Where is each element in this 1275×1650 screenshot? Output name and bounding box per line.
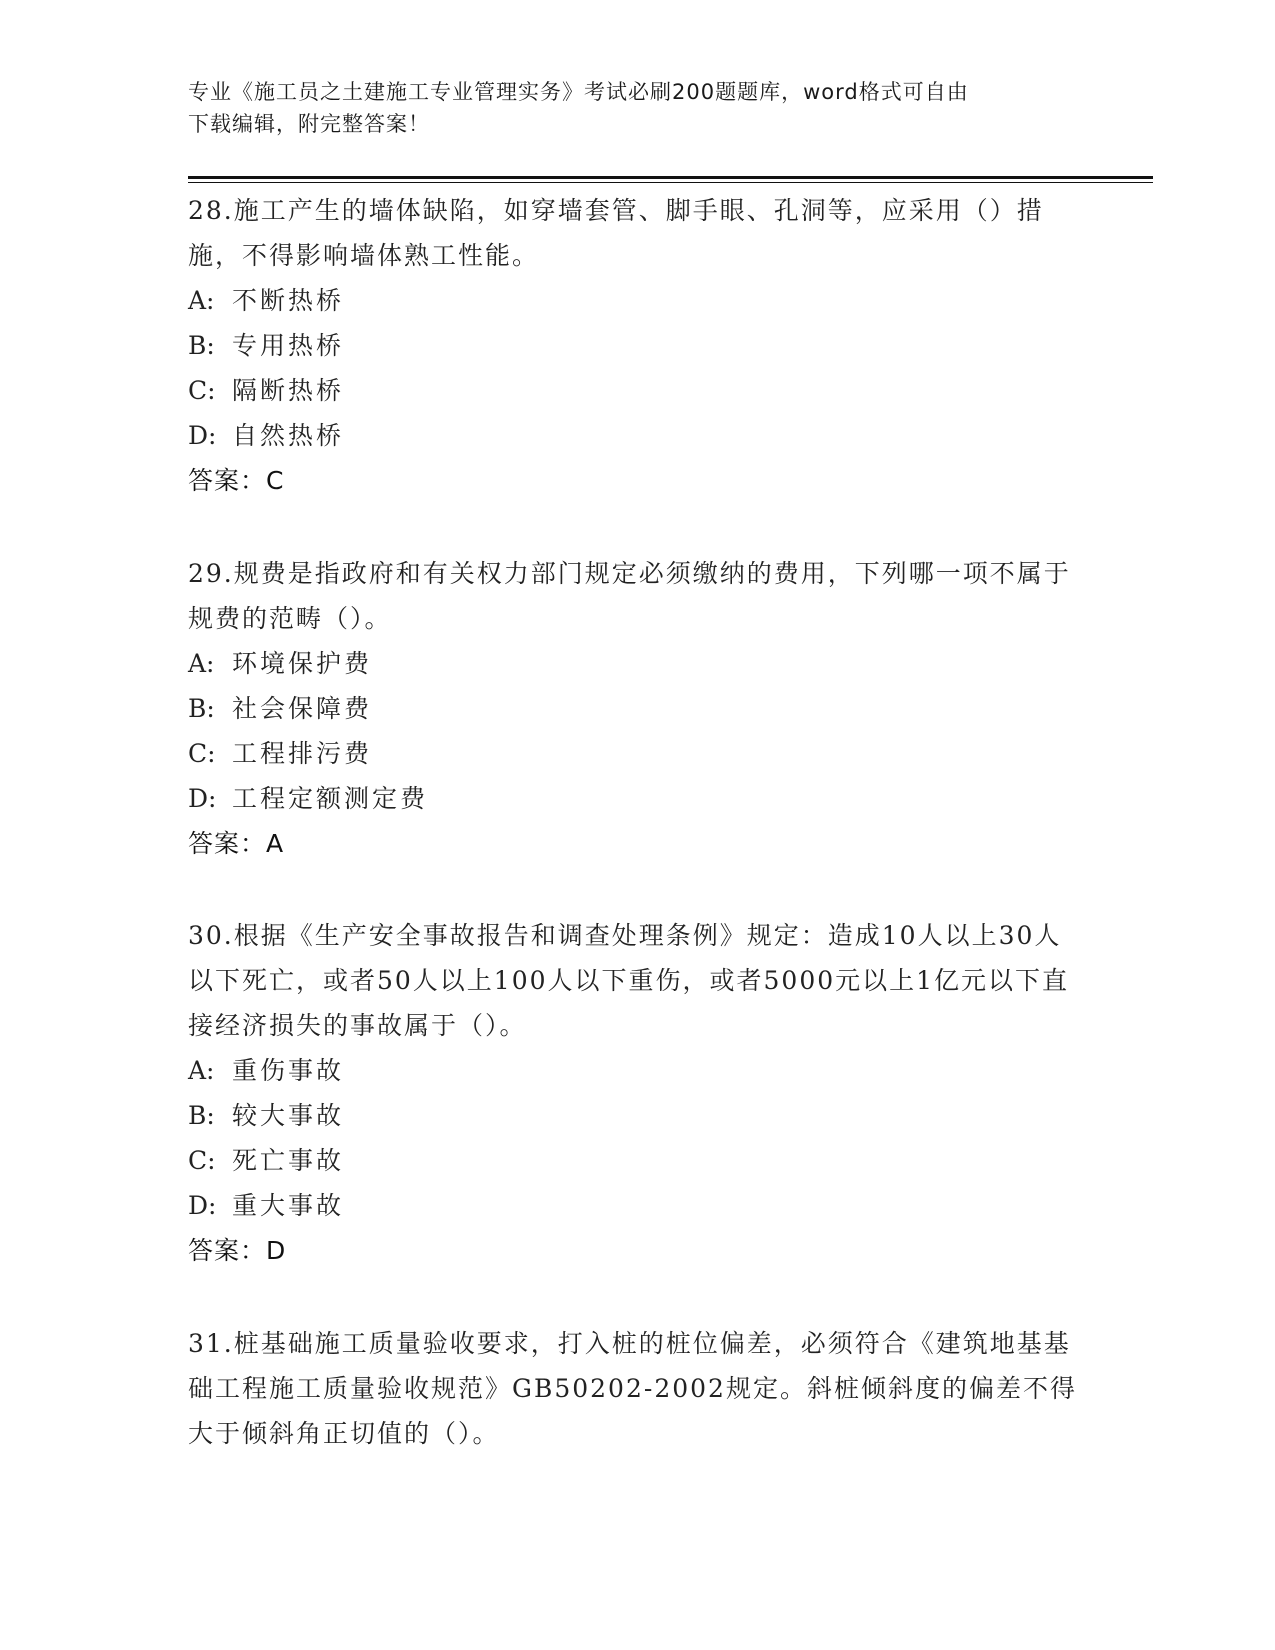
question-text: 29.规费是指政府和有关权力部门规定必须缴纳的费用，下列哪一项不属于规费的范畴（）。 [188, 559, 1071, 633]
option-letter: C: [188, 1146, 216, 1175]
option-d [188, 413, 1088, 458]
answer-line: 答案：A [188, 829, 285, 858]
option-a [188, 278, 1088, 323]
option-text: 社会保障费 [232, 694, 373, 723]
option-letter: B: [188, 1101, 215, 1130]
option-text: 专用热桥 [232, 331, 345, 360]
option-text: 死亡事故 [232, 1146, 345, 1175]
option-d [188, 776, 1088, 821]
option-b [188, 1093, 1088, 1138]
option-text: 较大事故 [232, 1101, 345, 1130]
option-letter: B: [188, 694, 215, 723]
option-text: 重伤事故 [232, 1056, 345, 1085]
question-text: 28.施工产生的墙体缺陷，如穿墙套管、脚手眼、孔洞等，应采用（）措施，不得影响墙体熟工性能。 [188, 196, 1044, 270]
option-letter: D: [188, 421, 217, 450]
header-divider-thick [188, 176, 1153, 179]
option-letter: A: [188, 286, 215, 315]
option-text: 隔断热桥 [232, 376, 345, 405]
option-b [188, 686, 1088, 731]
question-31 [188, 1321, 1088, 1456]
option-a [188, 641, 1088, 686]
option-list [188, 641, 1088, 821]
option-letter: C: [188, 739, 216, 768]
option-letter: B: [188, 331, 215, 360]
question-29 [188, 551, 1088, 866]
option-b [188, 323, 1088, 368]
option-text: 重大事故 [232, 1191, 345, 1220]
option-letter: A: [188, 649, 215, 678]
header-line-1: 专业《施工员之土建施工专业管理实务》考试必刷200题题库，word格式可自由 [188, 80, 969, 104]
option-text: 环境保护费 [232, 649, 373, 678]
document-header [188, 76, 1088, 140]
option-text: 工程定额测定费 [232, 784, 429, 813]
question-30 [188, 913, 1088, 1273]
option-text: 工程排污费 [232, 739, 373, 768]
option-list [188, 278, 1088, 458]
option-list [188, 1048, 1088, 1228]
option-letter: D: [188, 784, 217, 813]
question-text: 31.桩基础施工质量验收要求，打入桩的桩位偏差，必须符合《建筑地基基础工程施工质量验收规范》GB50202-2002规定。斜桩倾斜度的偏差不得大于倾斜角正切值的（）。 [188, 1329, 1077, 1448]
answer-line: 答案：D [188, 1236, 287, 1265]
option-c [188, 1138, 1088, 1183]
option-c [188, 368, 1088, 413]
answer-line: 答案：C [188, 466, 285, 495]
question-28 [188, 188, 1088, 503]
option-letter: D: [188, 1191, 217, 1220]
option-a [188, 1048, 1088, 1093]
option-d [188, 1183, 1088, 1228]
header-divider-thin [188, 182, 1153, 183]
option-c [188, 731, 1088, 776]
question-text: 30.根据《生产安全事故报告和调查处理条例》规定：造成10人以上30人以下死亡，或者50人以上100人以下重伤，或者5000元以上1亿元以下直接经济损失的事故属于（）。 [188, 921, 1070, 1040]
option-text: 不断热桥 [232, 286, 345, 315]
option-text: 自然热桥 [232, 421, 345, 450]
header-line-2: 下载编辑，附完整答案！ [188, 112, 430, 136]
option-letter: C: [188, 376, 216, 405]
option-letter: A: [188, 1056, 215, 1085]
